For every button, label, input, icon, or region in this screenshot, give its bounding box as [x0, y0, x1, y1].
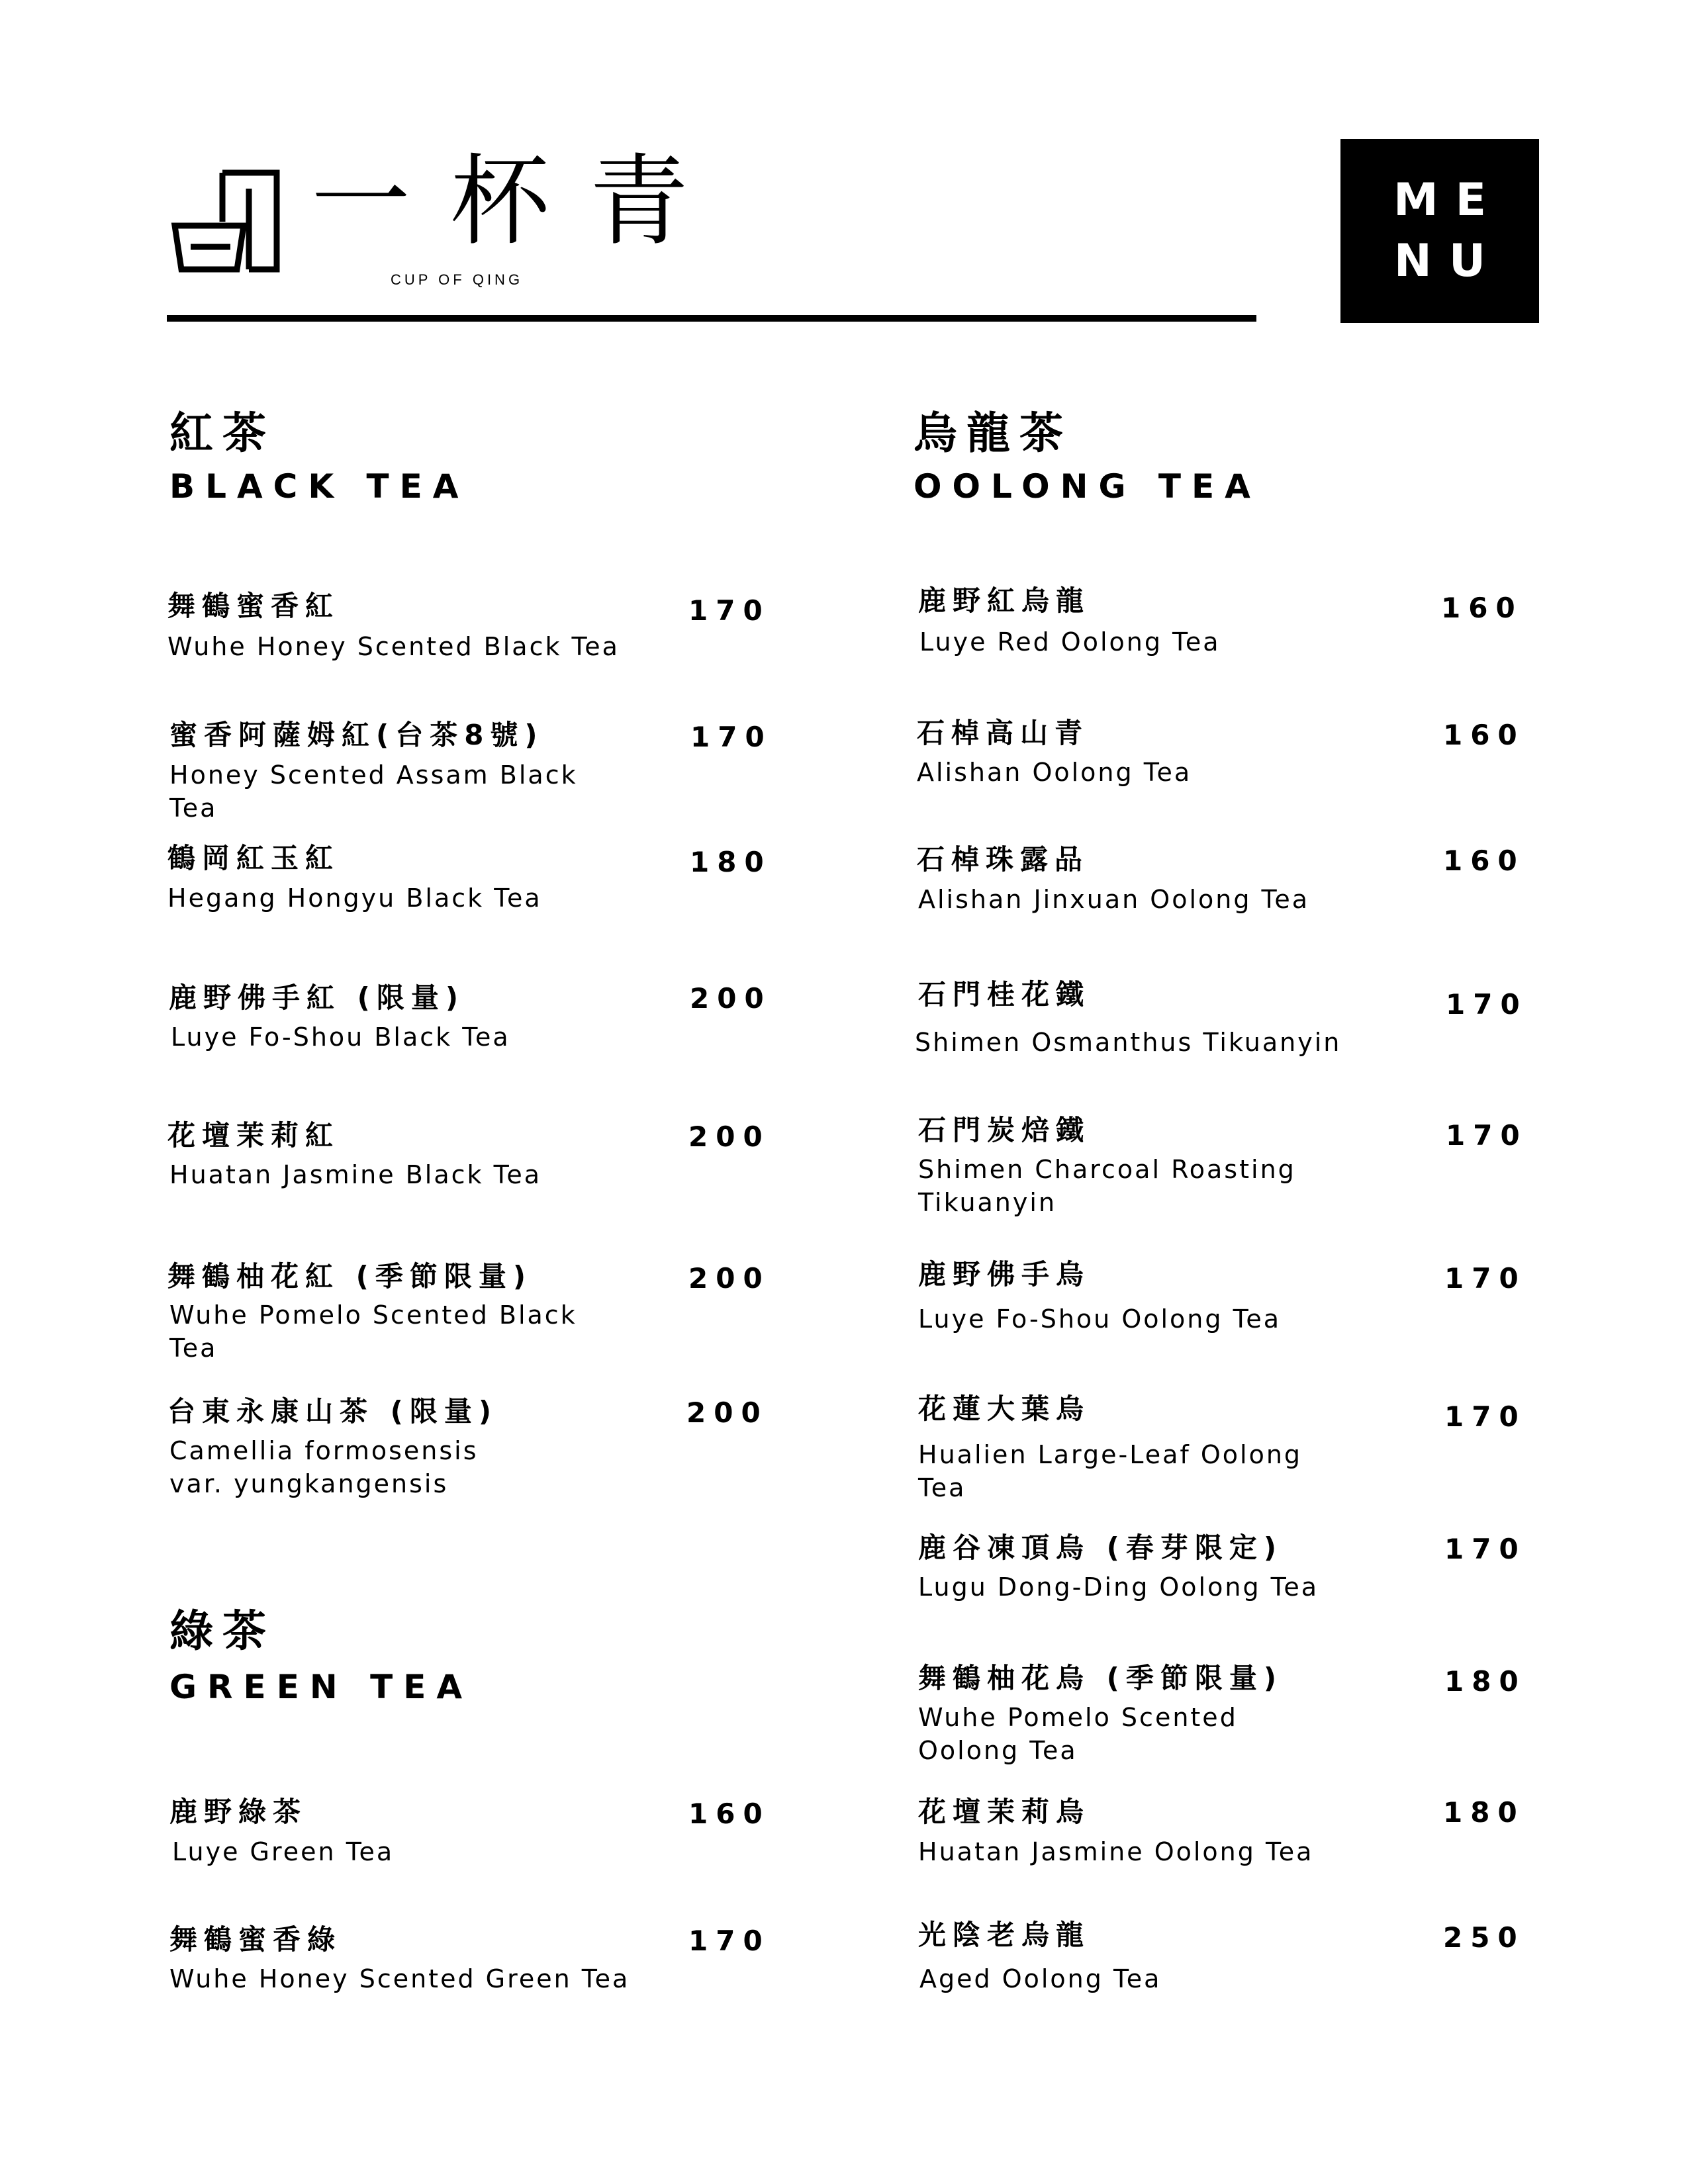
menu-item-price: 200 [690, 982, 772, 1015]
menu-item-name-en: Luye Green Tea [172, 1837, 395, 1866]
menu-item-name-en: Hualien Large-Leaf Oolong Tea [918, 1440, 1303, 1502]
green-tea-title-en: GREEN TEA [169, 1668, 473, 1706]
menu-item-name-zh: 蜜香阿薩姆紅(台茶8號) [169, 719, 544, 751]
menu-item-name-en: Shimen Osmanthus Tikuanyin [915, 1028, 1342, 1057]
menu-item-name-zh: 鹿野綠茶 [169, 1796, 308, 1828]
menu-item-name-zh: 台東永康山茶 (限量) [167, 1395, 498, 1428]
menu-item-price: 170 [1444, 1400, 1526, 1433]
menu-item-name-en: Luye Fo-Shou Oolong Tea [918, 1304, 1281, 1334]
menu-item-name-zh: 花壇茉莉烏 [918, 1796, 1091, 1828]
menu-item-price: 200 [688, 1120, 771, 1153]
menu-item-price: 160 [1443, 719, 1525, 751]
menu-item-name-zh: 石門桂花鐵 [918, 978, 1091, 1011]
menu-item-name-zh: 花蓮大葉烏 [918, 1392, 1091, 1425]
menu-item-name-zh: 鹿野佛手紅 (限量) [169, 981, 465, 1014]
menu-item-price: 170 [1446, 988, 1528, 1021]
menu-item-name-en: Huatan Jasmine Oolong Tea [918, 1837, 1314, 1866]
menu-item-price: 180 [1444, 1665, 1526, 1698]
menu-item-name-en: Huatan Jasmine Black Tea [169, 1160, 542, 1189]
brand-name-english: CUP OF QING [391, 271, 524, 288]
menu-item-price: 170 [1444, 1533, 1526, 1565]
menu-item-name-zh: 舞鶴柚花烏 (季節限量) [918, 1662, 1284, 1694]
menu-item-name-en: Wuhe Pomelo Scented Black Tea [169, 1300, 577, 1363]
brand-name-chinese: 一杯青 [311, 144, 729, 259]
menu-item-name-en: Alishan Jinxuan Oolong Tea [918, 885, 1309, 914]
menu-item-name-en: Lugu Dong-Ding Oolong Tea [918, 1572, 1319, 1602]
menu-item-name-en: Camellia formosensis var. yungkangensis [169, 1436, 479, 1498]
menu-item-name-zh: 光陰老烏龍 [918, 1919, 1091, 1951]
menu-item-name-en: Honey Scented Assam Black Tea [169, 760, 578, 823]
menu-item-price: 180 [1443, 1796, 1525, 1829]
menu-item-name-en: Hegang Hongyu Black Tea [167, 884, 542, 913]
menu-item-price: 170 [1444, 1262, 1526, 1295]
menu-item-name-zh: 石棹高山青 [917, 717, 1090, 749]
menu-item-price: 170 [1446, 1119, 1528, 1152]
menu-item-price: 200 [686, 1396, 769, 1429]
menu-item-price: 250 [1443, 1921, 1525, 1954]
menu-item-name-zh: 舞鶴蜜香綠 [169, 1923, 342, 1956]
menu-item-name-zh: 鹿谷凍頂烏 (春芽限定) [918, 1531, 1284, 1564]
menu-item-name-zh: 石門炭焙鐵 [918, 1114, 1091, 1146]
menu-item-name-zh: 石棹珠露品 [917, 843, 1090, 876]
black-tea-title-zh: 紅茶 [169, 408, 275, 459]
menu-item-name-en: Shimen Charcoal Roasting Tikuanyin [918, 1155, 1296, 1217]
menu-item-name-zh: 鶴岡紅玉紅 [167, 842, 340, 874]
menu-item-name-en: Luye Red Oolong Tea [919, 627, 1221, 657]
menu-item-name-zh: 花壇茉莉紅 [167, 1119, 340, 1152]
oolong-tea-title-en: OOLONG TEA [914, 467, 1261, 506]
menu-item-name-en: Alishan Oolong Tea [917, 758, 1192, 787]
menu-item-name-en: Aged Oolong Tea [919, 1964, 1162, 1993]
menu-item-price: 160 [1441, 592, 1523, 624]
menu-badge-line2: NU [1393, 235, 1503, 287]
menu-item-price: 180 [690, 846, 772, 878]
menu-badge [1340, 139, 1539, 323]
green-tea-title-zh: 綠茶 [169, 1606, 275, 1657]
menu-item-price: 200 [688, 1262, 771, 1295]
menu-item-price: 170 [688, 1925, 771, 1957]
cup-logo-icon [171, 169, 283, 273]
menu-item-price: 160 [1443, 844, 1525, 877]
oolong-tea-title-zh: 烏龍茶 [914, 408, 1072, 459]
menu-item-name-en: Wuhe Pomelo Scented Oolong Tea [918, 1703, 1238, 1765]
black-tea-title-en: BLACK TEA [169, 467, 469, 506]
menu-item-price: 160 [688, 1797, 771, 1830]
menu-item-name-en: Wuhe Honey Scented Green Tea [169, 1964, 630, 1993]
menu-item-name-zh: 鹿野佛手烏 [918, 1258, 1091, 1291]
menu-item-price: 170 [688, 594, 771, 627]
menu-badge-line1: ME [1393, 174, 1504, 226]
menu-item-name-zh: 舞鶴柚花紅 (季節限量) [167, 1260, 533, 1293]
menu-item-name-zh: 鹿野紅烏龍 [918, 584, 1091, 617]
menu-item-name-en: Wuhe Honey Scented Black Tea [167, 632, 620, 661]
header-divider [167, 315, 1256, 322]
menu-item-name-en: Luye Fo-Shou Black Tea [171, 1023, 510, 1052]
menu-item-name-zh: 舞鶴蜜香紅 [167, 590, 340, 622]
menu-item-price: 170 [690, 721, 773, 753]
